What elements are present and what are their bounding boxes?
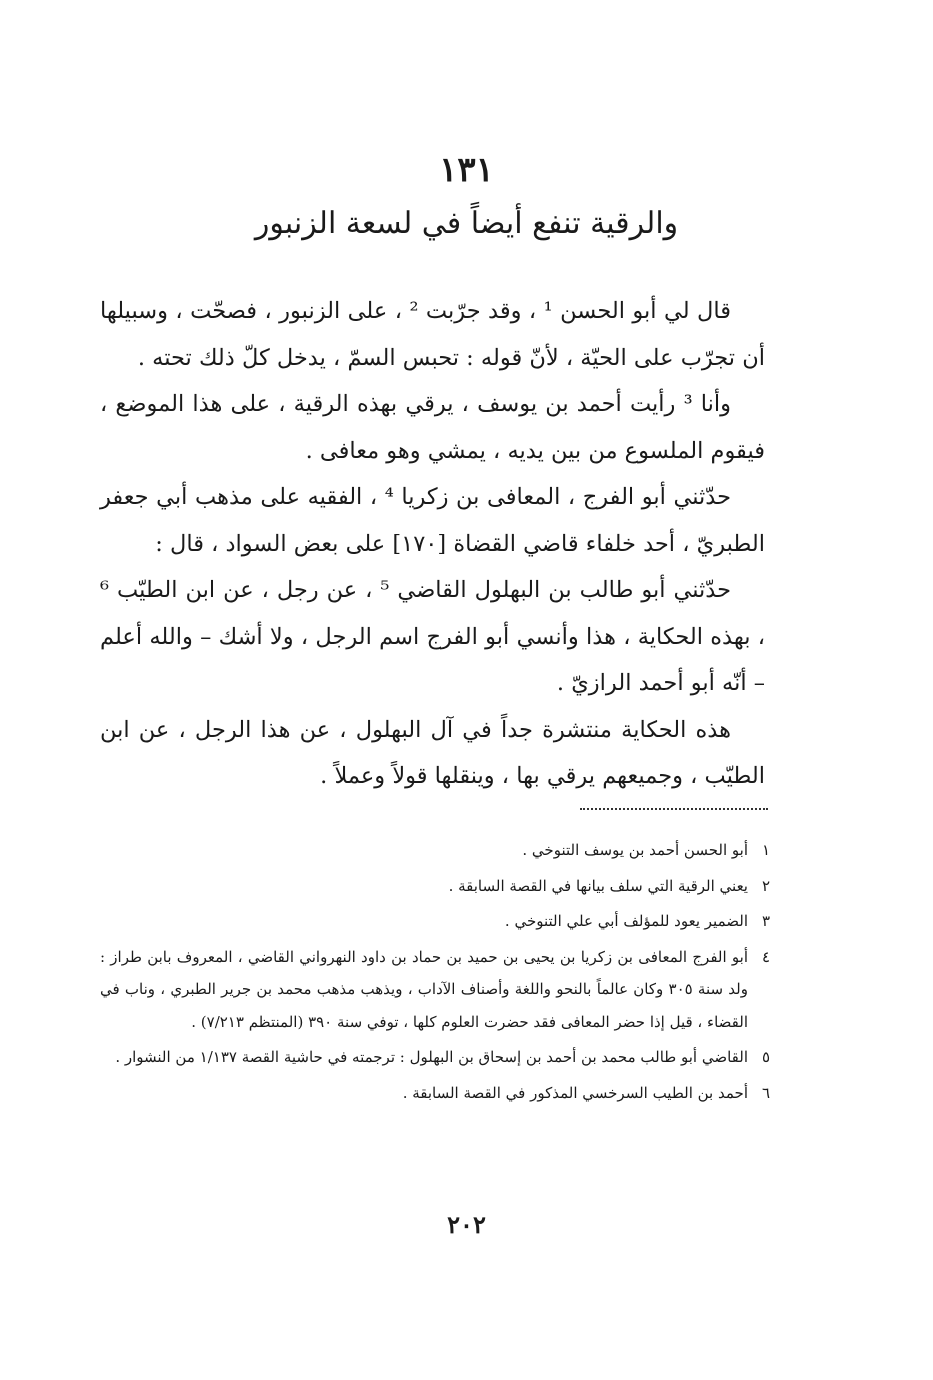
footnote bbox=[100, 834, 770, 867]
footnotes bbox=[100, 834, 770, 1112]
footnote-separator bbox=[580, 808, 768, 810]
footnote-number: ٤ bbox=[761, 947, 770, 966]
footnote bbox=[100, 1041, 770, 1074]
footnote-text: أبو الفرج المعافى بن زكريا بن يحيى بن حميد بن حماد بن داود النهرواني القاضي ، المعروف بابن طراز : ولد سنة ٣٠٥ وكان عالماً بالنحو واللغة وأصناف الآداب ، ويذهب مذهب محمد بن جرير الطبري ، وناب في القضاء ، قيل إذا حضر المعافى فقد حضرت العلوم كلها ، توفي سنة ٣٩٠ (المنتظم ٧/٢١٣) . bbox=[100, 947, 748, 1031]
footnote-number: ٥ bbox=[761, 1048, 770, 1066]
footnote-text: الضمير يعود للمؤلف أبي علي التنوخي . bbox=[504, 912, 748, 930]
page-number: ٢٠٢ bbox=[447, 1210, 486, 1239]
paragraph: حدّثني أبو طالب بن البهلول القاضي ⁵ ، عن رجل ، عن ابن الطيّب ⁶ ، بهذه الحكاية ، هذا وأنسي أبو الفرج اسم الرجل ، ولا أشك – والله أعلم – أنّه أبو أحمد الرازيّ . bbox=[100, 577, 765, 696]
paragraph: حدّثني أبو الفرج ، المعافى بن زكريا ⁴ ، الفقيه على مذهب أبي جعفر الطبريّ ، أحد خلفاء قاضي القضاة [١٧٠] على بعض السواد ، قال : bbox=[100, 484, 765, 557]
footnote-text: يعني الرقية التي سلف بيانها في القصة السابقة . bbox=[448, 876, 748, 895]
footnote bbox=[100, 941, 770, 1039]
footnote-number: ٢ bbox=[761, 876, 770, 895]
footnote-number: ٣ bbox=[761, 912, 770, 930]
footnote bbox=[100, 870, 770, 903]
footnote-text: القاضي أبو طالب محمد بن أحمد بن إسحاق بن البهلول : ترجمته في حاشية القصة ١/١٣٧ من النشوار . bbox=[115, 1048, 748, 1066]
footnote bbox=[100, 1077, 770, 1110]
story-number: ١٣١ bbox=[439, 150, 494, 190]
footnote-text: أحمد بن الطيب السرخسي المذكور في القصة السابقة . bbox=[402, 1083, 748, 1102]
paragraph: قال لي أبو الحسن ¹ ، وقد جرّبت ² ، على الزنبور ، فصحّت ، وسبيلها أن تجرّب على الحيّة ، لأنّ قوله : تحبس السمّ ، يدخل كلّ ذلك تحته . bbox=[100, 298, 765, 371]
footnote-text: أبو الحسن أحمد بن يوسف التنوخي . bbox=[522, 841, 748, 859]
main-text bbox=[100, 288, 765, 800]
story-title: والرقية تنفع أيضاً في لسعة الزنبور bbox=[254, 206, 679, 241]
footnote bbox=[100, 905, 770, 938]
footnote-number: ١ bbox=[761, 841, 770, 859]
paragraph: هذه الحكاية منتشرة جداً في آل البهلول ، عن هذا الرجل ، عن ابن الطيّب ، وجميعهم يرقي بها ، وينقلها قولاً وعملاً . bbox=[100, 716, 765, 789]
footnote-number: ٦ bbox=[761, 1083, 770, 1102]
paragraph: وأنا ³ رأيت أحمد بن يوسف ، يرقي بهذه الرقية ، على هذا الموضع ، فيقوم الملسوع من بين يديه ، يمشي وهو معافى . bbox=[100, 391, 765, 464]
